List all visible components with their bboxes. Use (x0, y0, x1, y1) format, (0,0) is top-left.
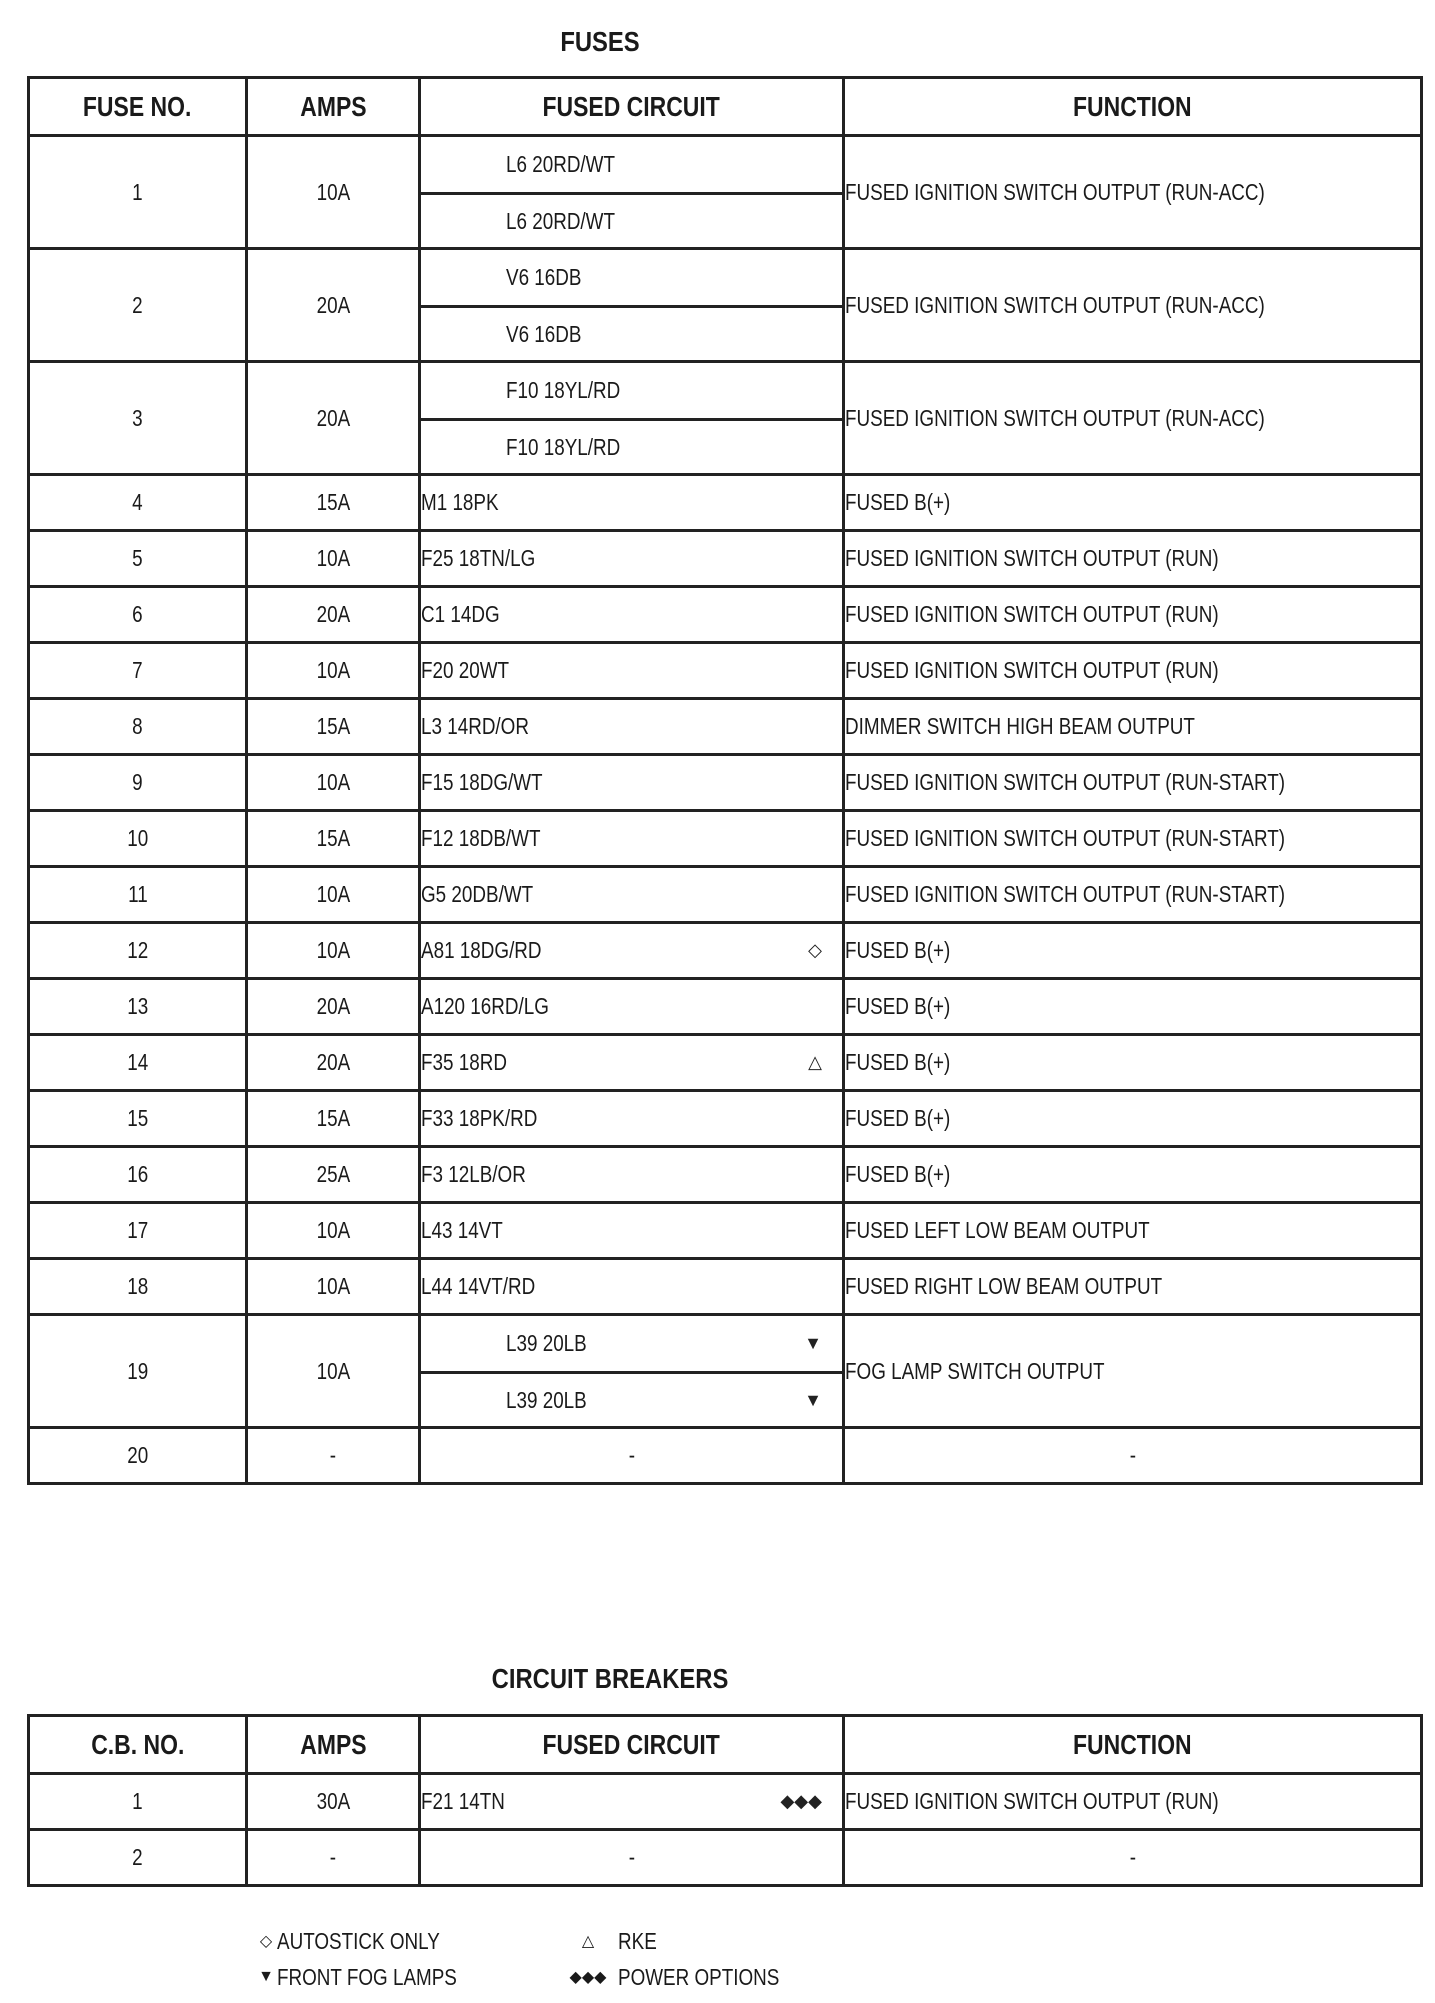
fuse-fused-circuit: - (420, 1428, 844, 1484)
fuse-number: 12 (29, 923, 247, 979)
fuse-number: 7 (29, 643, 247, 699)
fuse-function: FUSED IGNITION SWITCH OUTPUT (RUN-ACC) (844, 136, 1422, 249)
fuse-amps: 10A (247, 136, 420, 249)
cb-header-row (29, 1716, 1422, 1774)
breaker-number: 2 (29, 1830, 247, 1886)
circuit-line: V6 16DB (506, 264, 582, 290)
fuse-amps: 15A (247, 811, 420, 867)
fuse-function: FUSED B(+) (844, 979, 1422, 1035)
header-amps: AMPS (247, 1716, 420, 1774)
fuse-fused-circuit: F12 18DB/WT (420, 811, 844, 867)
fuse-function: FUSED IGNITION SWITCH OUTPUT (RUN-ACC) (844, 249, 1422, 362)
fuse-function: FUSED B(+) (844, 1147, 1422, 1203)
fuse-number: 19 (29, 1315, 247, 1428)
fuse-function: FUSED B(+) (844, 1091, 1422, 1147)
fuse-fused-circuit (420, 136, 844, 249)
fuse-fused-circuit: M1 18PK (420, 475, 844, 531)
fuse-fused-circuit: A120 16RD/LG (420, 979, 844, 1035)
breaker-amps: 30A (247, 1774, 420, 1830)
diamond-outline-icon: ◇ (259, 1933, 273, 1950)
fuse-amps: 25A (247, 1147, 420, 1203)
fuse-row (29, 249, 1422, 362)
fuse-amps: 10A (247, 755, 420, 811)
fuse-row (29, 923, 1422, 979)
fuse-function: FUSED IGNITION SWITCH OUTPUT (RUN-START) (844, 811, 1422, 867)
breaker-fused-circuit: - (420, 1830, 844, 1886)
circuit-line: F10 18YL/RD (506, 377, 621, 403)
fuse-amps: 10A (247, 531, 420, 587)
fuse-row (29, 811, 1422, 867)
fuse-row (29, 1259, 1422, 1315)
header-function: FUNCTION (844, 1716, 1422, 1774)
circuit-breakers-title: CIRCUIT BREAKERS (491, 1663, 729, 1694)
fuse-function: - (844, 1428, 1422, 1484)
fuse-amps: 20A (247, 979, 420, 1035)
triangle-up-icon: △ (581, 1933, 595, 1950)
fuse-fused-circuit: A81 18DG/RD ◇ (420, 923, 844, 979)
fuse-row (29, 1203, 1422, 1259)
breaker-fused-circuit: F21 14TN ◆◆◆ (420, 1774, 844, 1830)
option-marker-icon: ◆◆◆ (780, 1791, 822, 1811)
fuse-fused-circuit: G5 20DB/WT (420, 867, 844, 923)
fuse-number: 9 (29, 755, 247, 811)
option-marker-icon: ▼ (804, 1333, 822, 1353)
fuse-row (29, 699, 1422, 755)
legend-item-front-fog-lamps (255, 1959, 496, 1995)
fuse-number: 14 (29, 1035, 247, 1091)
fuse-row (29, 475, 1422, 531)
fuse-function: FUSED IGNITION SWITCH OUTPUT (RUN) (844, 531, 1422, 587)
fuse-number: 5 (29, 531, 247, 587)
fuse-amps: 10A (247, 1315, 420, 1428)
fuse-fused-circuit: F3 12LB/OR (420, 1147, 844, 1203)
fuse-function: FUSED IGNITION SWITCH OUTPUT (RUN) (844, 587, 1422, 643)
fuse-number: 16 (29, 1147, 247, 1203)
legend-label: AUTOSTICK ONLY (277, 1927, 440, 1954)
fuse-number: 15 (29, 1091, 247, 1147)
legend-item-autostick (255, 1923, 496, 1959)
fuse-number: 3 (29, 362, 247, 475)
fuse-function: FUSED IGNITION SWITCH OUTPUT (RUN-START) (844, 867, 1422, 923)
fuse-fused-circuit: F15 18DG/WT (420, 755, 844, 811)
fuse-fused-circuit: F33 18PK/RD (420, 1091, 844, 1147)
option-marker-icon: △ (808, 1052, 822, 1072)
fuse-number: 20 (29, 1428, 247, 1484)
circuit-line: L6 20RD/WT (506, 151, 616, 177)
breaker-amps: - (247, 1830, 420, 1886)
fuse-fused-circuit: C1 14DG (420, 587, 844, 643)
fuse-fused-circuit: F35 18RD △ (420, 1035, 844, 1091)
fuse-row (29, 755, 1422, 811)
fuse-amps: 10A (247, 867, 420, 923)
diamond-triple-icon: ◆◆◆ (569, 1969, 607, 1986)
breaker-row (29, 1830, 1422, 1886)
fuse-number: 4 (29, 475, 247, 531)
breaker-row (29, 1774, 1422, 1830)
option-marker-icon: ▼ (804, 1389, 822, 1410)
legend-label: POWER OPTIONS (618, 1963, 780, 1990)
legend-right (558, 1923, 815, 1995)
header-fused-circuit: FUSED CIRCUIT (420, 78, 844, 136)
fuse-row (29, 1091, 1422, 1147)
circuit-breakers-table (27, 1714, 1423, 1887)
fuse-amps: 20A (247, 587, 420, 643)
fuse-fused-circuit: F25 18TN/LG (420, 531, 844, 587)
fuse-function: FUSED B(+) (844, 923, 1422, 979)
fuse-function: FUSED B(+) (844, 1035, 1422, 1091)
header-function: FUNCTION (844, 78, 1422, 136)
circuit-line: L39 20LB ▼ (421, 1371, 842, 1426)
circuit-line: V6 16DB (421, 305, 842, 360)
fuse-number: 2 (29, 249, 247, 362)
breaker-function: - (844, 1830, 1422, 1886)
fuse-amps: 20A (247, 249, 420, 362)
fuse-amps: 20A (247, 1035, 420, 1091)
fuse-amps: 10A (247, 923, 420, 979)
fuses-header-row (29, 78, 1422, 136)
fuse-function: FOG LAMP SWITCH OUTPUT (844, 1315, 1422, 1428)
header-fused-circuit: FUSED CIRCUIT (420, 1716, 844, 1774)
legend-label: RKE (618, 1927, 657, 1954)
header-fuse-no: FUSE NO. (29, 78, 247, 136)
circuit-line: F10 18YL/RD (421, 418, 842, 473)
triangle-down-icon: ▼ (258, 1968, 274, 1985)
fuse-function: FUSED IGNITION SWITCH OUTPUT (RUN-START) (844, 755, 1422, 811)
fuse-number: 18 (29, 1259, 247, 1315)
breaker-function: FUSED IGNITION SWITCH OUTPUT (RUN) (844, 1774, 1422, 1830)
option-marker-icon: ◇ (808, 940, 822, 960)
fuse-row (29, 643, 1422, 699)
fuse-row (29, 1315, 1422, 1428)
fuse-amps: 15A (247, 475, 420, 531)
fuse-function: FUSED RIGHT LOW BEAM OUTPUT (844, 1259, 1422, 1315)
legend-item-rke (558, 1923, 815, 1959)
legend-left (255, 1923, 496, 1995)
fuse-function: FUSED B(+) (844, 475, 1422, 531)
legend-label: FRONT FOG LAMPS (277, 1963, 457, 1990)
fuse-row (29, 1147, 1422, 1203)
fuse-fused-circuit: L3 14RD/OR (420, 699, 844, 755)
legend-item-power-options (558, 1959, 815, 1995)
fuse-amps: 20A (247, 362, 420, 475)
fuse-amps: 15A (247, 699, 420, 755)
fuse-fused-circuit: L44 14VT/RD (420, 1259, 844, 1315)
fuse-fused-circuit (420, 362, 844, 475)
circuit-line: L39 20LB ▼ (506, 1330, 822, 1356)
circuit-line: L6 20RD/WT (421, 192, 842, 247)
fuse-amps: 10A (247, 1259, 420, 1315)
fuse-fused-circuit (420, 1315, 844, 1428)
fuse-row (29, 136, 1422, 249)
fuse-function: FUSED IGNITION SWITCH OUTPUT (RUN) (844, 643, 1422, 699)
fuse-row (29, 867, 1422, 923)
fuse-number: 6 (29, 587, 247, 643)
fuse-row (29, 531, 1422, 587)
fuse-number: 11 (29, 867, 247, 923)
fuse-number: 8 (29, 699, 247, 755)
fuse-amps: 15A (247, 1091, 420, 1147)
fuse-row (29, 979, 1422, 1035)
fuse-number: 13 (29, 979, 247, 1035)
fuse-fused-circuit: L43 14VT (420, 1203, 844, 1259)
fuses-title: FUSES (560, 26, 640, 57)
fuses-table (27, 76, 1423, 1485)
fuse-amps: 10A (247, 643, 420, 699)
fuse-row (29, 362, 1422, 475)
header-cb-no: C.B. NO. (29, 1716, 247, 1774)
fuse-amps: 10A (247, 1203, 420, 1259)
fuse-number: 10 (29, 811, 247, 867)
fuse-function: DIMMER SWITCH HIGH BEAM OUTPUT (844, 699, 1422, 755)
fuse-number: 1 (29, 136, 247, 249)
fuse-number: 17 (29, 1203, 247, 1259)
breaker-number: 1 (29, 1774, 247, 1830)
fuse-function: FUSED IGNITION SWITCH OUTPUT (RUN-ACC) (844, 362, 1422, 475)
fuse-row (29, 1428, 1422, 1484)
header-amps: AMPS (247, 78, 420, 136)
fuse-fused-circuit: F20 20WT (420, 643, 844, 699)
fuse-row (29, 587, 1422, 643)
fuse-function: FUSED LEFT LOW BEAM OUTPUT (844, 1203, 1422, 1259)
fuse-amps: - (247, 1428, 420, 1484)
fuse-fused-circuit (420, 249, 844, 362)
fuse-row (29, 1035, 1422, 1091)
